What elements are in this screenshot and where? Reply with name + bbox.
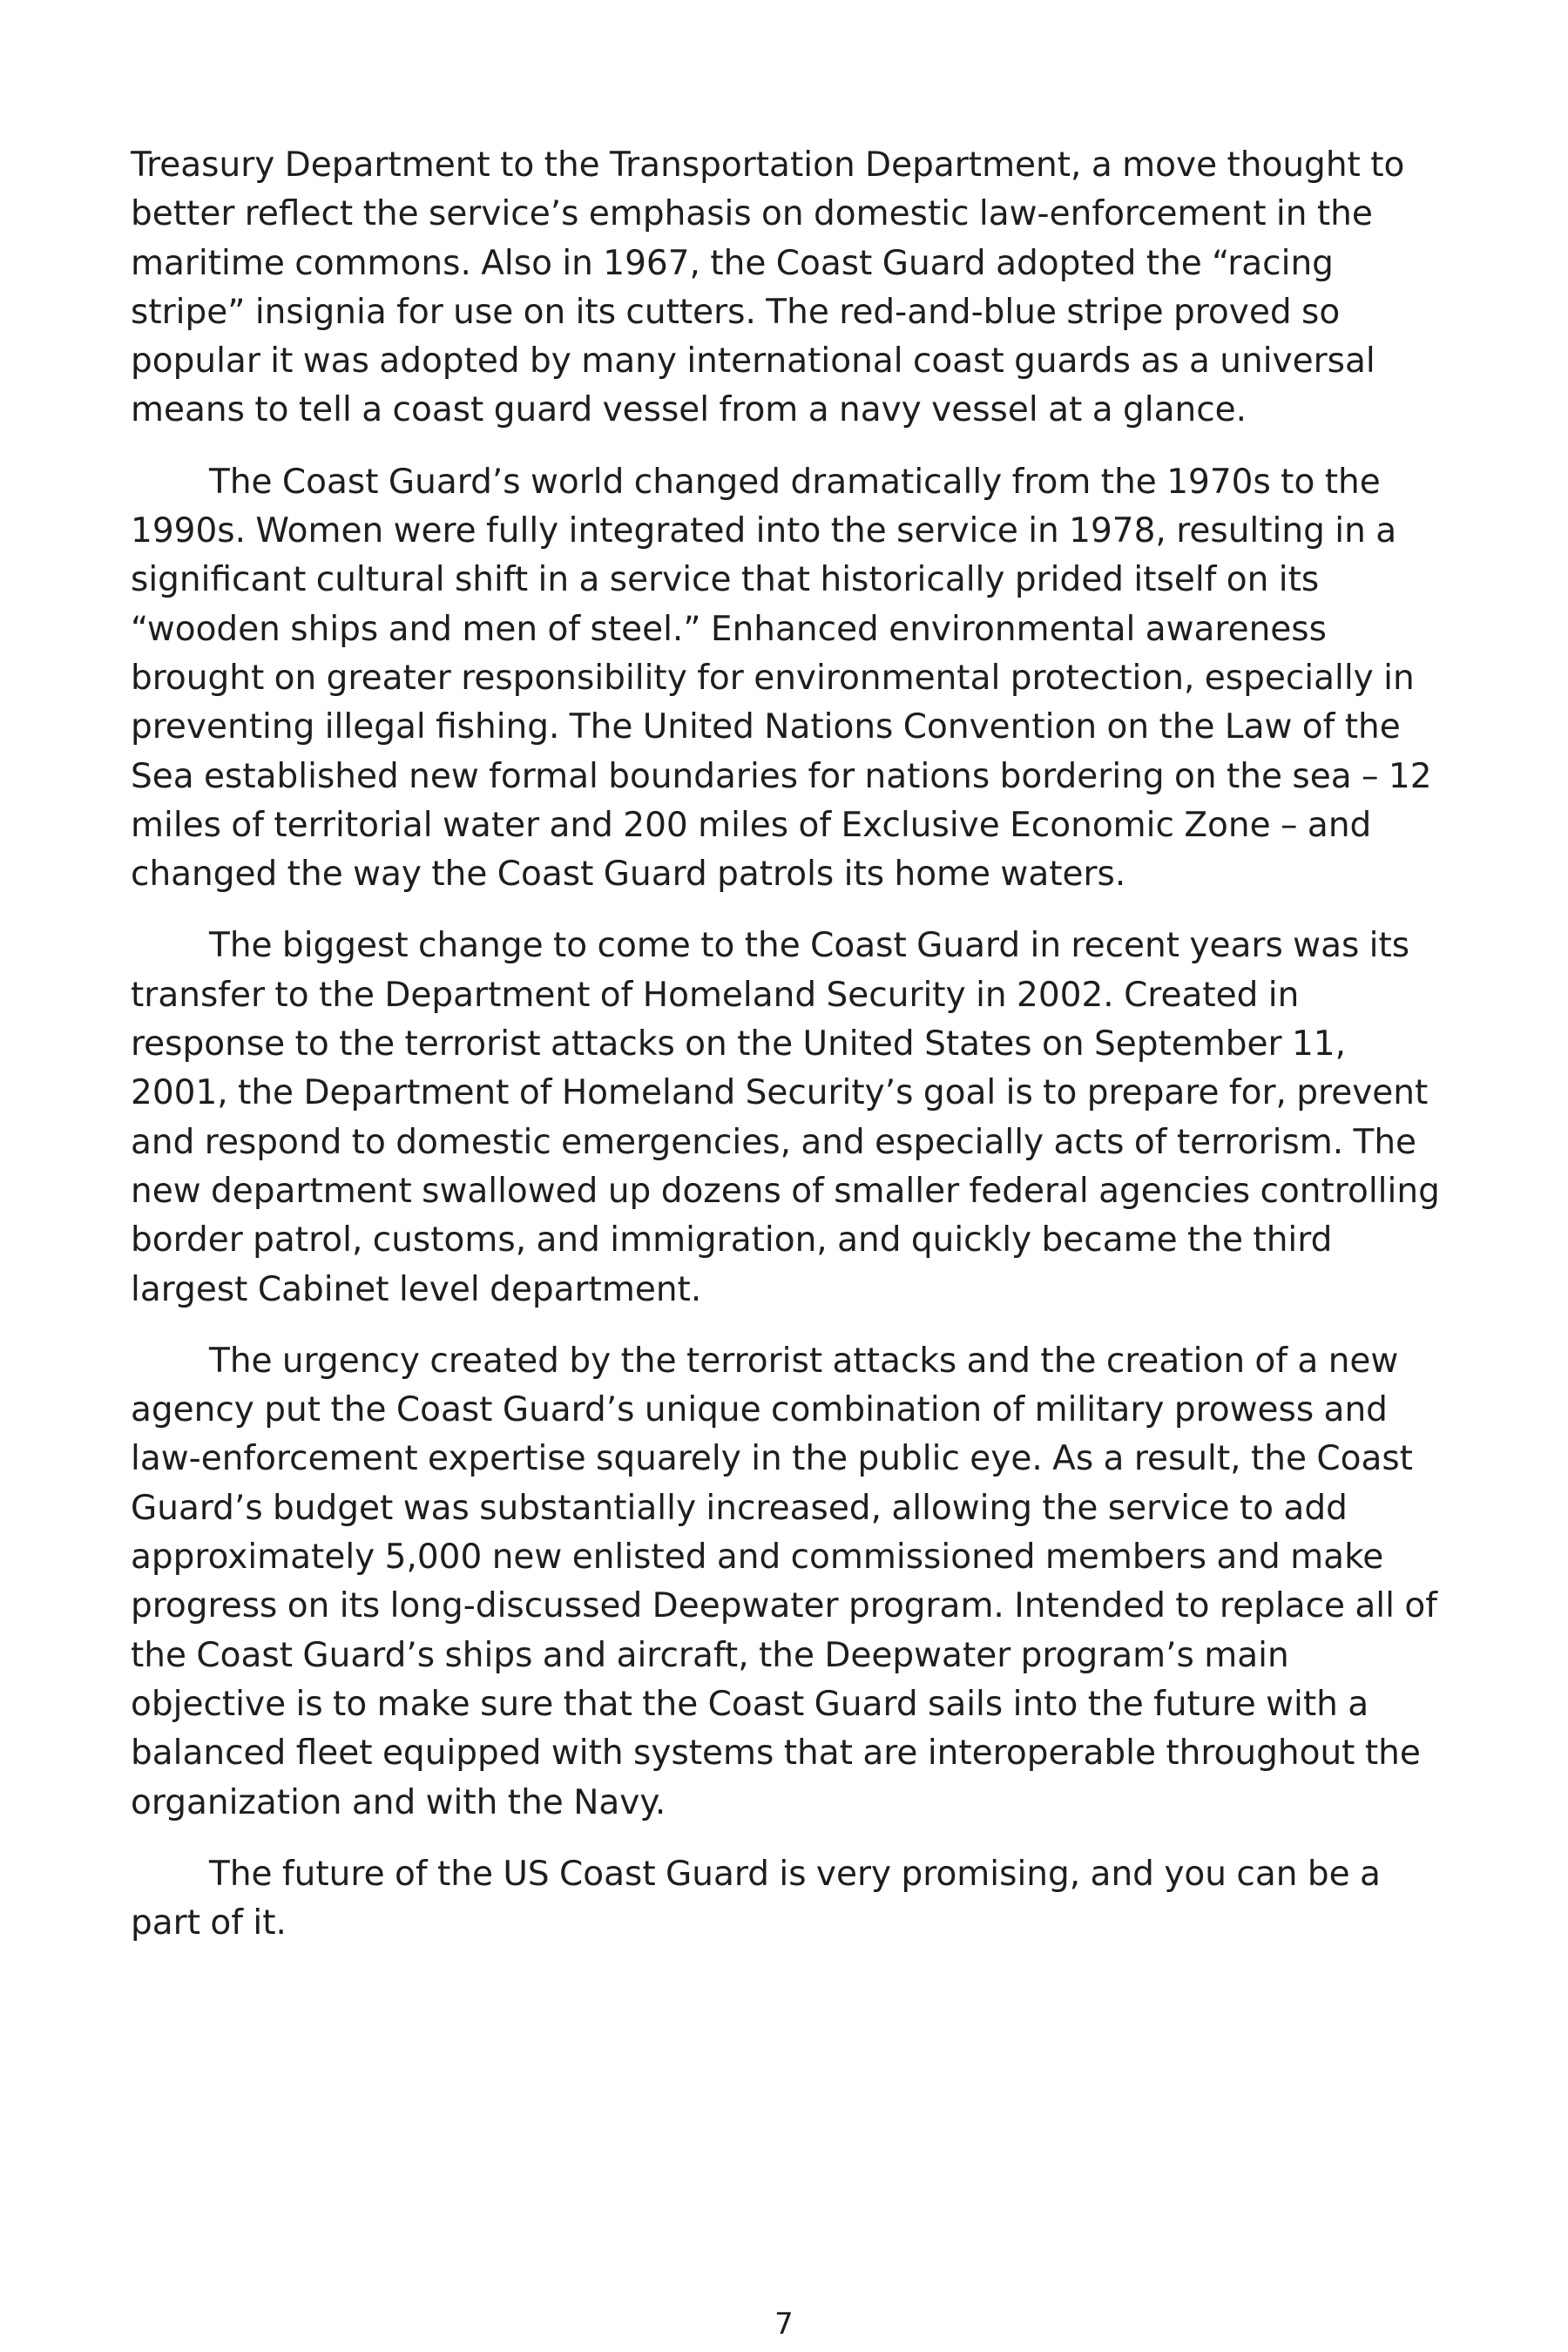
paragraph-continuation: Treasury Department to the Transportation Department, a move thought to better reflect the service’s emphasis on domestic law-enforcement in the maritime commons. Also in 1967, the Coast Guard adopted the “racing stripe” insignia for use on its cutters. The red-and-blue stripe proved so popular it was adopted by many international coast guards as a universal means to tell a coast guard vessel from a navy vessel at a glance. xyxy=(131,145,1405,430)
paragraph: The biggest change to come to the Coast Guard in recent years was its transfer to the Department of Homeland Security in 2002. Created in response to the terrorist attacks on the United States on September 11, 2001, the Department of Homeland Security’s goal is to prepare for, prevent and respond to domestic emergencies, and especially acts of terrorism. The new department swallowed up dozens of smaller federal agencies controlling border patrol, customs, and immigration, and quickly became the third largest Cabinet level department. xyxy=(131,926,1440,1309)
paragraph: The Coast Guard’s world changed dramatically from the 1970s to the 1990s. Women were fully integrated into the service in 1978, resulting in a significant cultural shift in a service that historically prided itself on its “wooden ships and men of steel.” Enhanced environmental awareness brought on greater responsibility for environmental protection, especially in preventing illegal fishing. The United Nations Convention on the Law of the Sea established new formal boundaries for nations bordering on the sea – 12 miles of territorial water and 200 miles of Exclusive Economic Zone – and changed the way the Coast Guard patrols its home waters. xyxy=(131,462,1432,895)
paragraph: The urgency created by the terrorist attacks and the creation of a new agency put the Coast Guard’s unique combination of military prowess and law-enforcement expertise squarely in the public eye. As a result, the Coast Guard’s budget was substantially increased, allowing the service to add approximately 5,000 new enlisted and commissioned members and make progress on its long-discussed Deepwater program. Intended to replace all of the Coast Guard’s ships and aircraft, the Deepwater program’s main objective is to make sure that the Coast Guard sails into the future with a balanced fleet equipped with systems that are interoperable throughout the organization and with the Navy. xyxy=(131,1341,1437,1822)
page-number: 7 xyxy=(774,2307,794,2342)
body-text xyxy=(131,141,1444,1970)
paragraph: The future of the US Coast Guard is very promising, and you can be a part of it. xyxy=(131,1854,1381,1943)
